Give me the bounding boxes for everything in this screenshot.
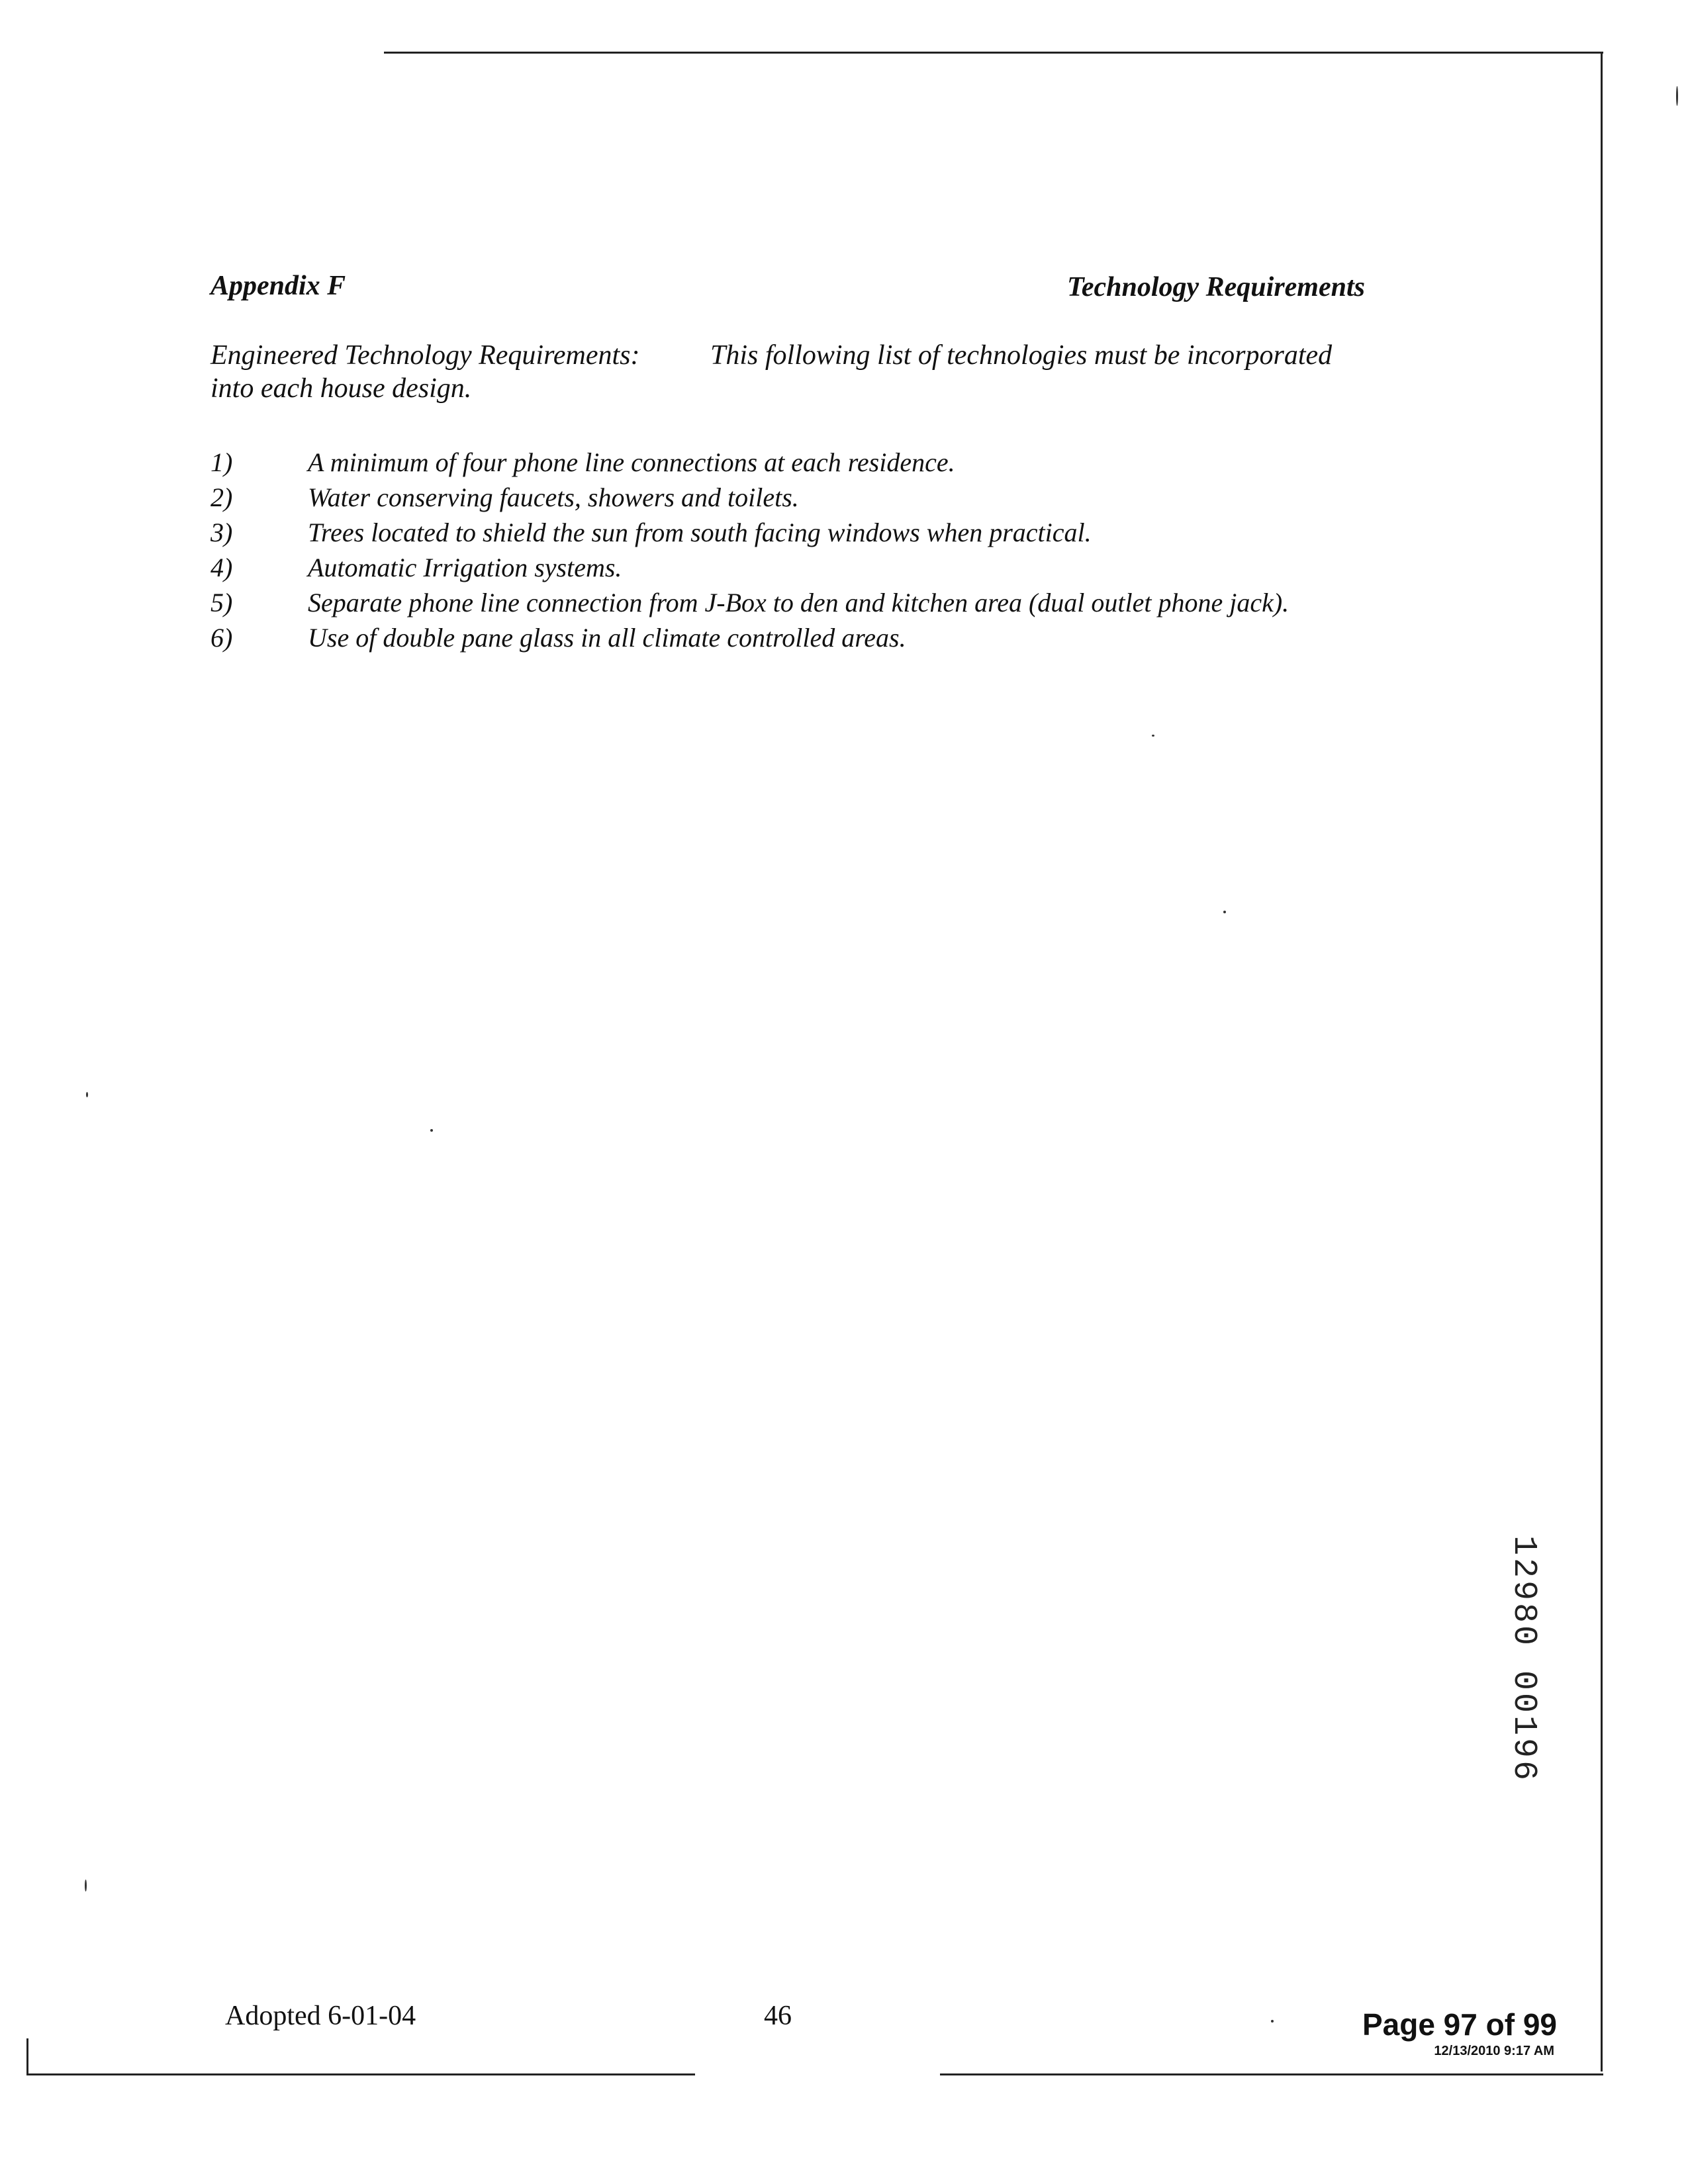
list-item-number: 2) xyxy=(211,482,233,512)
list-item-number: 1) xyxy=(211,447,233,477)
scan-speck xyxy=(1271,2020,1274,2023)
list-item xyxy=(211,480,1468,515)
list-item xyxy=(211,585,1468,620)
scan-speck xyxy=(1223,911,1226,913)
appendix-label: Appendix F xyxy=(211,271,346,301)
stamp-number: 12980 00196 xyxy=(1505,1535,1542,1784)
list-item-text: Separate phone line connection from J-Box to den and kitchen area (dual outlet phone jack). xyxy=(308,588,1289,617)
list-item-number: 6) xyxy=(211,623,233,653)
list-item-text: Automatic Irrigation systems. xyxy=(308,553,622,582)
page-of-total: Page 97 of 99 xyxy=(1362,2007,1557,2042)
requirements-list xyxy=(211,445,1468,655)
scan-border-top xyxy=(384,52,1603,54)
list-item xyxy=(211,445,1468,480)
print-timestamp: 12/13/2010 9:17 AM xyxy=(1434,2044,1554,2058)
document-control-stamp xyxy=(1505,1535,1655,1800)
scan-speck xyxy=(430,1129,433,1132)
intro-lead: Engineered Technology Requirements: xyxy=(211,340,640,371)
adopted-date: Adopted 6-01-04 xyxy=(225,2001,416,2031)
scan-speck xyxy=(86,1092,88,1097)
scan-speck xyxy=(85,1880,87,1891)
scan-border-left-stub xyxy=(26,2038,28,2075)
section-title: Technology Requirements xyxy=(1067,272,1365,302)
list-item-text: Trees located to shield the sun from south facing windows when practical. xyxy=(308,518,1092,547)
scan-speck xyxy=(1676,86,1678,106)
list-item-number: 3) xyxy=(211,518,233,547)
list-item-number: 5) xyxy=(211,588,233,617)
list-item-text: Water conserving faucets, showers and toilets. xyxy=(308,482,799,512)
list-item-text: A minimum of four phone line connections at each residence. xyxy=(308,447,955,477)
list-item-text: Use of double pane glass in all climate controlled areas. xyxy=(308,623,906,653)
list-item xyxy=(211,620,1468,655)
scan-speck xyxy=(1152,735,1154,737)
list-item xyxy=(211,550,1468,585)
scan-border-bottom-right xyxy=(940,2073,1603,2075)
intro-continuation: into each house design. xyxy=(211,373,472,404)
intro-rest: This following list of technologies must be incorporated xyxy=(710,340,1333,371)
intro-paragraph xyxy=(211,339,1429,405)
page-number: 46 xyxy=(764,2001,792,2031)
list-item xyxy=(211,515,1468,550)
list-item-number: 4) xyxy=(211,553,233,582)
scan-border-bottom-left xyxy=(26,2073,695,2075)
